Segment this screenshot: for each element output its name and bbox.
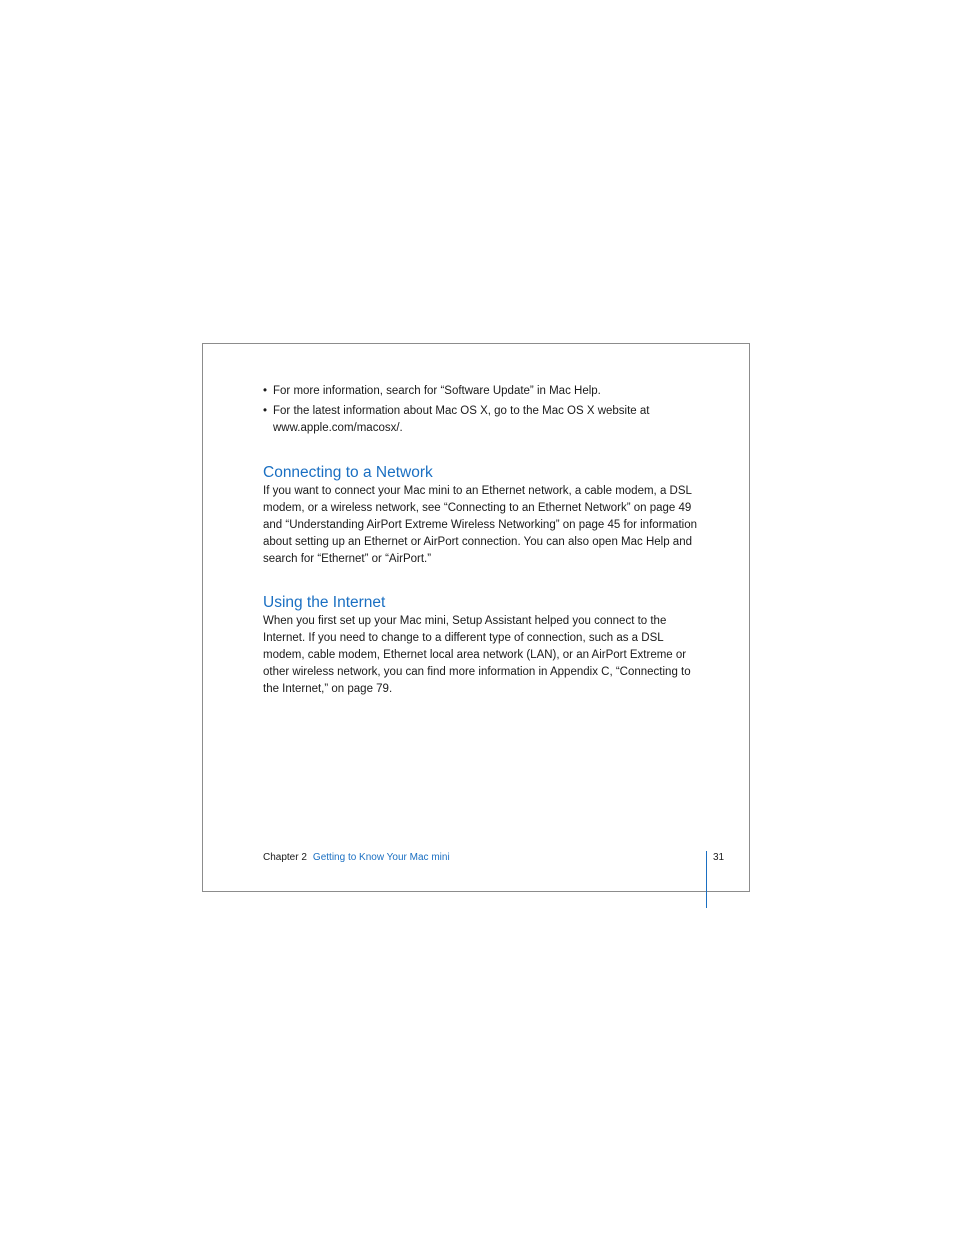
- bullet-text: For the latest information about Mac OS X, go to the Mac OS X website at www.apple.com/macosx/.: [273, 405, 650, 434]
- bullet-text: For more information, search for “Software Update” in Mac Help.: [273, 385, 601, 397]
- section-body: When you first set up your Mac mini, Setup Assistant helped you connect to the Internet. If you need to change to a different type of connection, such as a DSL modem, cable modem, Ethernet local area network (LAN), or an AirPort Extreme or other wireless network, you can find more information in Appendix C, “Connecting to the Internet,” on page 79.: [263, 615, 691, 695]
- section-body: If you want to connect your Mac mini to an Ethernet network, a cable modem, a DSL modem, or a wireless network, see “Connecting to an Ethernet Network” on page 49 and “Understanding AirPort Extreme Wireless Networking” on page 45 for information about setting up an Ethernet or AirPort connection. You can also open Mac Help and search for “Ethernet” or “AirPort.”: [263, 485, 698, 565]
- chapter-title: Getting to Know Your Mac mini: [312, 852, 450, 863]
- section-heading: Using the Internet: [263, 594, 386, 611]
- bullet-list: [263, 383, 703, 437]
- list-item: [263, 403, 703, 437]
- page-number-rule: [706, 851, 707, 908]
- page-content: [263, 383, 703, 698]
- bullet-icon: •: [263, 385, 268, 397]
- section-using-internet: [263, 593, 703, 698]
- section-heading: Connecting to a Network: [263, 464, 433, 481]
- footer-chapter: [263, 851, 450, 864]
- list-item: [263, 383, 703, 400]
- section-connecting-network: [263, 463, 703, 568]
- page-number: 31: [713, 852, 725, 863]
- bullet-icon: •: [263, 405, 268, 417]
- chapter-label: Chapter 2: [263, 852, 307, 863]
